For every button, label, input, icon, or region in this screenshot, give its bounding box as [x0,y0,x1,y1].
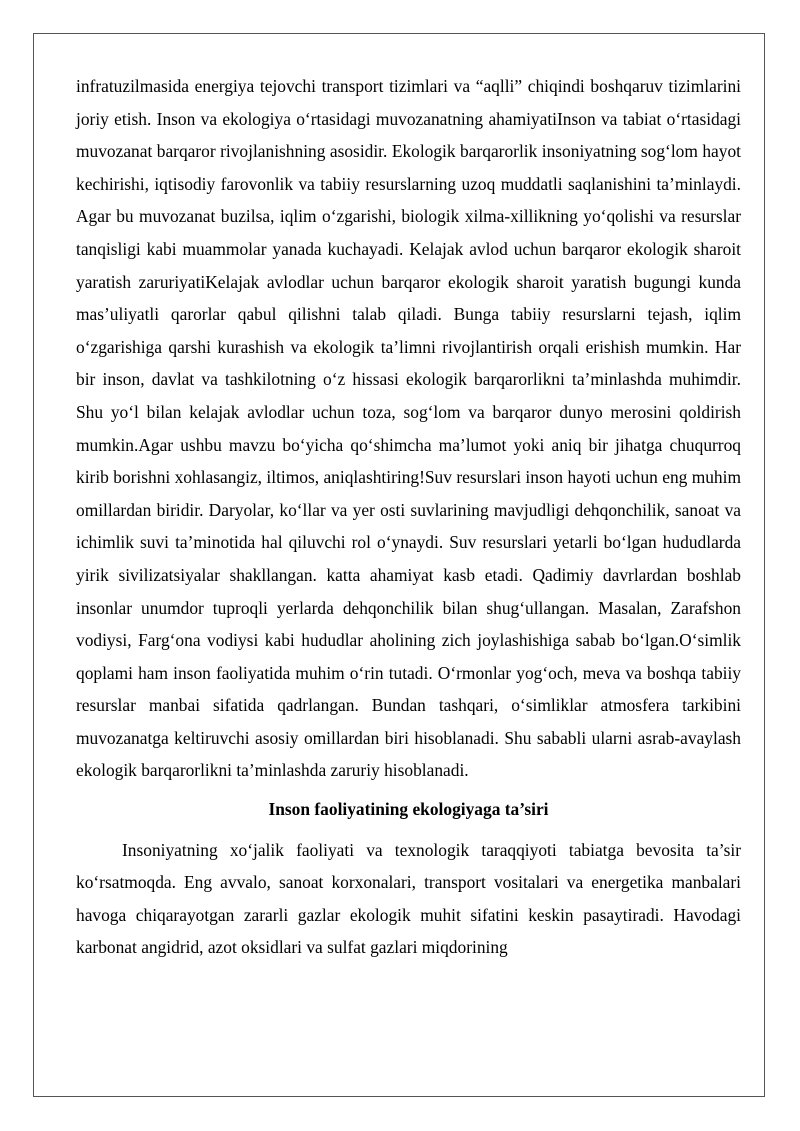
body-paragraph: infratuzilmasida energiya tejovchi transport tizimlari va “aqlli” chiqindi boshqaruv tizimlarini joriy etish. Inson va ekologiya o‘rtasidagi muvozanatning ahamiyatiInson va tabiat o‘rtasidagi muvozanat barqaror rivojlanishning asosidir. Ekologik barqarorlik insoniyatning sog‘lom hayot kechirishi, iqtisodiy farovonlik va tabiiy resurslarning uzoq muddatli saqlanishini ta’minlaydi. Agar bu muvozanat buzilsa, iqlim o‘zgarishi, biologik xilma-xillikning yo‘qolishi va resurslar tanqisligi kabi muammolar yanada kuchayadi. Kelajak avlod uchun barqaror ekologik sharoit yaratish zaruriyatiKelajak avlodlar uchun barqaror ekologik sharoit yaratish bugungi kunda mas’uliyatli qarorlar qabul qilishni talab qiladi. Bunga tabiiy resurslarni tejash, iqlim o‘zgarishiga qarshi kurashish va ekologik ta’limni rivojlantirish orqali erishish mumkin. Har bir inson, davlat va tashkilotning o‘z hissasi ekologik barqarorlikni ta’minlashda muhimdir. Shu yo‘l bilan kelajak avlodlar uchun toza, sog‘lom va barqaror dunyo merosini qoldirish mumkin.Agar ushbu mavzu bo‘yicha qo‘shimcha ma’lumot yoki aniq bir jihatga chuqurroq kirib borishni xohlasangiz, iltimos, aniqlashtiring!Suv resurslari inson hayoti uchun eng muhim omillardan biridir. Daryolar, ko‘llar va yer osti suvlarining mavjudligi dehqonchilik, sanoat va ichimlik suvi ta’minotida hal qiluvchi rol o‘ynaydi. Suv resurslari yetarli bo‘lgan hududlarda yirik sivilizatsiyalar shakllangan. katta ahamiyat kasb etadi. Qadimiy davrlardan boshlab insonlar unumdor tuproqli yerlarda dehqonchilik bilan shug‘ullangan. Masalan, Zarafshon vodiysi, Farg‘ona vodiysi kabi hududlar aholining zich joylashishiga sabab bo‘lgan.O‘simlik qoplami ham inson faoliyatida muhim o‘rin tutadi. O‘rmonlar yog‘och, meva va boshqa tabiiy resurslar manbai sifatida qadrlangan. Bundan tashqari, o‘simliklar atmosfera tarkibini muvozanatga keltiruvchi asosiy omillardan biri hisoblanadi. Shu sababli ularni asrab-avaylash ekologik barqarorlikni ta’minlashda zaruriy hisoblanadi. [76,76,741,781]
body-paragraph: Insoniyatning xo‘jalik faoliyati va texnologik taraqqiyoti tabiatga bevosita ta’sir ko‘rsatmoqda. Eng avvalo, sanoat korxonalari, transport vositalari va energetika manbalari havoga chiqarayotgan zararli gazlar ekologik muhit sifatini keskin pasaytiradi. Havodagi karbonat angidrid, azot oksidlari va sulfat gazlari miqdorining [76,839,741,958]
section-heading: Inson faoliyatining ekologiyaga ta’siri [268,799,549,820]
document-body [76,70,741,964]
